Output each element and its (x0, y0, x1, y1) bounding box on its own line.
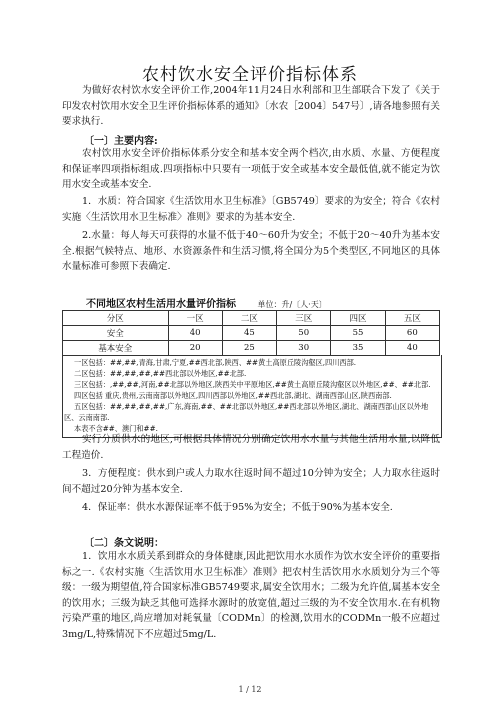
table-header-cell: 分区 (63, 311, 169, 326)
table-caption (62, 295, 440, 310)
table-row (63, 326, 440, 341)
section-heading-explanation: 〔二〕条文说明： (84, 538, 164, 549)
table-note: 二区包括：##,##,##,##西北部以外地区,##北部. (74, 369, 247, 378)
table-cell: 20 (168, 341, 222, 356)
table-unit: 单位：升/〔人·天〕 (257, 300, 327, 309)
table-cell: 45 (222, 326, 276, 341)
table-cell: 30 (277, 341, 331, 356)
table-note: 一区包括：##,##,青海,甘肃,宁夏,##西北部,陕西、##黄土高原丘陵沟壑区,四川西部. (74, 358, 357, 367)
table-header-cell: 三区 (277, 311, 331, 326)
table-cell: 安全 (63, 326, 169, 341)
table-header-cell: 四区 (331, 311, 385, 326)
table-title-text: 不同地区农村生活用水量评价指标 (86, 299, 236, 310)
table-note: 五区包括：##,##,##,##,广东,海南,##、##北部以外地区,##西北部以外地区,湖北、湖南西部山区以外地区、云南南部. (64, 402, 429, 422)
table-header-cell: 一区 (168, 311, 222, 326)
table-cell: 基本安全 (63, 341, 169, 356)
paragraph-guarantee-rate: 4．保证率：供水水源保证率不低于95%为安全；不低于90%为基本安全. (82, 502, 393, 513)
table-cell: 50 (277, 326, 331, 341)
paragraph-water-quality: 1．水质：符合国家《生活饮用水卫生标准》〔GB5749〕要求的为安全；符合《农村实施〈生活饮用水卫生标准〉准则》要求的为基本安全. (62, 196, 440, 223)
page-title: 农村饮水安全评价指标体系 (142, 65, 358, 85)
table-note: 三区包括：,##,##,河南,##北部以外地区,陕西关中平原地区,##黄土高原丘陵沟壑区以外地区,##、##北部. (74, 380, 431, 389)
table-cell: 40 (385, 341, 439, 356)
table-header-row (63, 311, 440, 326)
intro-paragraph: 为做好农村饮水安全评价工作,2004年11月24日水利部和卫生部联合下发了《关于印发农村饮用水安全卫生评价指标体系的通知》〔水农［2004〕547号〕,请各地参照有关要求执行. (62, 85, 440, 128)
paragraph-separate-supply: 实行分质供水的地区,可根据具体情况分别确定饮用水水量与其他生活用水量,以降低工程造价. (62, 434, 440, 461)
table-note: 本表不含##、澳门和##. (74, 424, 158, 433)
table-header-cell: 五区 (385, 311, 439, 326)
paragraph-explanation-quality: 1．饮用水水质关系到群众的身体健康,因此把饮用水水质作为饮水安全评价的重要指标之一.《农村实施〈生活饮用水卫生标准〉准则》把农村生活饮用水水质划分为三个等级：一级为期望值,符合国家标准GB5749要求,属安全饮用水；二级为允许值,属基本安全的饮用水；三级为缺乏其他可选择水源时的放宽值,超过三级的为不安全饮用水.在有机物污染严重的地区,尚应增加对耗氧量〔CODMn〕的检测,饮用水的CODMn一般不应超过3mg/L,特殊情况下不应超过5mg/L. (62, 551, 440, 640)
table-cell: 25 (222, 341, 276, 356)
paragraph-overview: 农村饮用水安全评价指标体系分安全和基本安全两个档次,由水质、水量、方便程度和保证率四项指标组成.四项指标中只要有一项低于安全或基本安全最低值,就不能定为饮用水安全或基本安全. (62, 148, 440, 191)
paragraph-water-quantity: 2.水量：每人每天可获得的水量不低于40～60升为安全；不低于20～40升为基本安全.根据气候特点、地形、水资源条件和生活习惯,将全国分为5个类型区,不同地区的具体水量标准可参照下表确定. (62, 230, 440, 273)
table-cell: 55 (331, 326, 385, 341)
water-quantity-table (62, 310, 440, 356)
table-row (63, 341, 440, 356)
section-heading-main-content: 〔一〕主要内容: (84, 136, 158, 147)
table-cell: 60 (385, 326, 439, 341)
table-header-cell: 二区 (222, 311, 276, 326)
table-cell: 40 (168, 326, 222, 341)
paragraph-convenience: 3．方便程度：供水到户或人力取水往返时间不超过10分钟为安全；人力取水往返时间不超过20分钟为基本安全. (62, 468, 440, 495)
page-number: 1 / 12 (238, 685, 262, 694)
table-cell: 35 (331, 341, 385, 356)
table-notes (62, 355, 442, 438)
table-note: 四区包括 重庆,贵州,云南南部以外地区,四川西部以外地区,##西北部,湖北、湖南西部山区,陕西南部. (74, 391, 392, 400)
